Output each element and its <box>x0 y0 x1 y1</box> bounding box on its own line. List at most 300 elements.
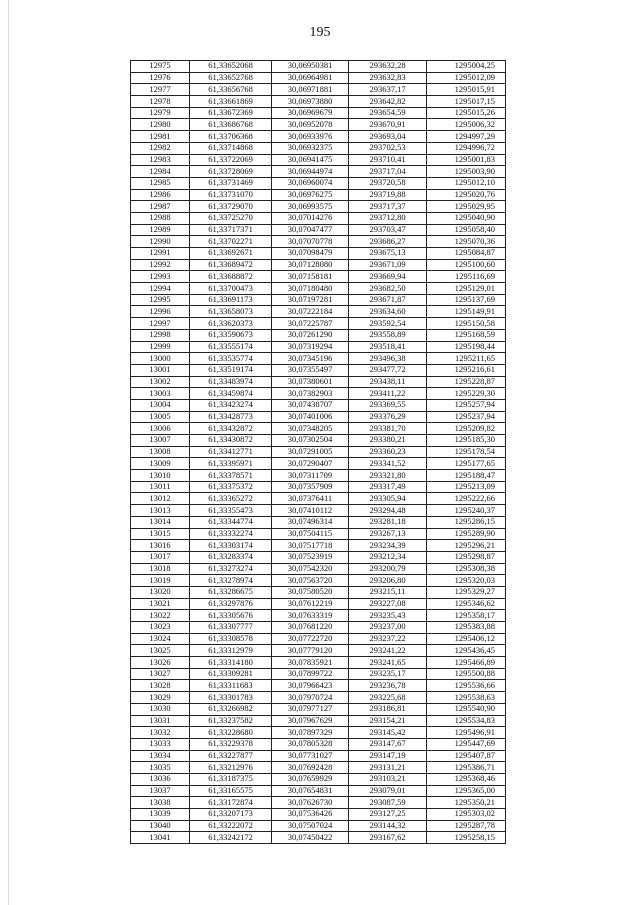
latitude-cell: 61,33242172 <box>190 832 272 844</box>
longitude-cell: 30,07654831 <box>272 785 349 797</box>
y-coordinate-cell: 1295228,87 <box>427 376 506 388</box>
latitude-cell: 61,33483974 <box>190 376 272 388</box>
x-coordinate-cell: 293236,78 <box>349 680 427 692</box>
latitude-cell: 61,33432872 <box>190 423 272 435</box>
y-coordinate-cell: 1294997,29 <box>427 131 506 143</box>
longitude-cell: 30,07355497 <box>272 364 349 376</box>
latitude-cell: 61,33314180 <box>190 657 272 669</box>
y-coordinate-cell: 1295308,38 <box>427 563 506 575</box>
y-coordinate-cell: 1295298,87 <box>427 551 506 563</box>
point-number-cell: 13025 <box>131 645 190 657</box>
latitude-cell: 61,33266982 <box>190 703 272 715</box>
x-coordinate-cell: 293686,27 <box>349 236 427 248</box>
longitude-cell: 30,07098479 <box>272 248 349 260</box>
table-row <box>131 750 506 762</box>
y-coordinate-cell: 1295257,94 <box>427 399 506 411</box>
x-coordinate-cell: 293294,48 <box>349 505 427 517</box>
y-coordinate-cell: 1295407,87 <box>427 750 506 762</box>
x-coordinate-cell: 293237,00 <box>349 622 427 634</box>
table-row <box>131 668 506 680</box>
table-row <box>131 271 506 283</box>
table-row <box>131 399 506 411</box>
longitude-cell: 30,07899722 <box>272 668 349 680</box>
x-coordinate-cell: 293131,21 <box>349 762 427 774</box>
point-number-cell: 13029 <box>131 692 190 704</box>
longitude-cell: 30,07401006 <box>272 411 349 423</box>
table-row <box>131 680 506 692</box>
x-coordinate-cell: 293712,80 <box>349 212 427 224</box>
point-number-cell: 12979 <box>131 107 190 119</box>
table-row <box>131 236 506 248</box>
x-coordinate-cell: 293717,37 <box>349 201 427 213</box>
latitude-cell: 61,33412771 <box>190 446 272 458</box>
table-row <box>131 598 506 610</box>
longitude-cell: 30,07047477 <box>272 224 349 236</box>
point-number-cell: 12996 <box>131 306 190 318</box>
x-coordinate-cell: 293167,62 <box>349 832 427 844</box>
longitude-cell: 30,06969679 <box>272 107 349 119</box>
latitude-cell: 61,33303174 <box>190 540 272 552</box>
y-coordinate-cell: 1295150,58 <box>427 318 506 330</box>
latitude-cell: 61,33430872 <box>190 435 272 447</box>
point-number-cell: 12989 <box>131 224 190 236</box>
y-coordinate-cell: 1295540,90 <box>427 703 506 715</box>
table-row <box>131 575 506 587</box>
point-number-cell: 13012 <box>131 493 190 505</box>
y-coordinate-cell: 1295216,61 <box>427 364 506 376</box>
y-coordinate-cell: 1295004,25 <box>427 61 506 73</box>
latitude-cell: 61,33672369 <box>190 107 272 119</box>
y-coordinate-cell: 1295287,78 <box>427 820 506 832</box>
point-number-cell: 12999 <box>131 341 190 353</box>
point-number-cell: 13009 <box>131 458 190 470</box>
latitude-cell: 61,33212976 <box>190 762 272 774</box>
x-coordinate-cell: 293702,53 <box>349 142 427 154</box>
x-coordinate-cell: 293186,81 <box>349 703 427 715</box>
point-number-cell: 13027 <box>131 668 190 680</box>
latitude-cell: 61,33590673 <box>190 329 272 341</box>
latitude-cell: 61,33459874 <box>190 388 272 400</box>
table-row <box>131 201 506 213</box>
y-coordinate-cell: 1295040,90 <box>427 212 506 224</box>
point-number-cell: 13024 <box>131 633 190 645</box>
table-row <box>131 703 506 715</box>
point-number-cell: 12981 <box>131 131 190 143</box>
longitude-cell: 30,07376411 <box>272 493 349 505</box>
x-coordinate-cell: 293675,13 <box>349 248 427 260</box>
point-number-cell: 12982 <box>131 142 190 154</box>
latitude-cell: 61,33395971 <box>190 458 272 470</box>
point-number-cell: 13003 <box>131 388 190 400</box>
y-coordinate-cell: 1295012,09 <box>427 72 506 84</box>
longitude-cell: 30,07897329 <box>272 727 349 739</box>
longitude-cell: 30,07523919 <box>272 551 349 563</box>
x-coordinate-cell: 293518,41 <box>349 341 427 353</box>
longitude-cell: 30,07504115 <box>272 528 349 540</box>
latitude-cell: 61,33312979 <box>190 645 272 657</box>
y-coordinate-cell: 1295536,66 <box>427 680 506 692</box>
table-row <box>131 540 506 552</box>
longitude-cell: 30,07659929 <box>272 773 349 785</box>
longitude-cell: 30,07319294 <box>272 341 349 353</box>
x-coordinate-cell: 293671,87 <box>349 294 427 306</box>
y-coordinate-cell: 1295386,71 <box>427 762 506 774</box>
point-number-cell: 13002 <box>131 376 190 388</box>
latitude-cell: 61,33689472 <box>190 259 272 271</box>
x-coordinate-cell: 293632,83 <box>349 72 427 84</box>
table-row <box>131 738 506 750</box>
point-number-cell: 12976 <box>131 72 190 84</box>
table-row <box>131 610 506 622</box>
longitude-cell: 30,07348205 <box>272 423 349 435</box>
longitude-cell: 30,07633319 <box>272 610 349 622</box>
y-coordinate-cell: 1295177,65 <box>427 458 506 470</box>
y-coordinate-cell: 1295211,65 <box>427 353 506 365</box>
latitude-cell: 61,33165575 <box>190 785 272 797</box>
y-coordinate-cell: 1295198,44 <box>427 341 506 353</box>
longitude-cell: 30,07507024 <box>272 820 349 832</box>
latitude-cell: 61,33375372 <box>190 481 272 493</box>
point-number-cell: 13007 <box>131 435 190 447</box>
x-coordinate-cell: 293103,21 <box>349 773 427 785</box>
y-coordinate-cell: 1295188,47 <box>427 470 506 482</box>
page-number: 195 <box>309 25 331 40</box>
latitude-cell: 61,33311683 <box>190 680 272 692</box>
latitude-cell: 61,33365272 <box>190 493 272 505</box>
table-row <box>131 353 506 365</box>
coordinates-table-container <box>130 60 505 844</box>
y-coordinate-cell: 1295466,89 <box>427 657 506 669</box>
longitude-cell: 30,07291005 <box>272 446 349 458</box>
longitude-cell: 30,06952078 <box>272 119 349 131</box>
y-coordinate-cell: 1295447,69 <box>427 738 506 750</box>
latitude-cell: 61,33278974 <box>190 575 272 587</box>
point-number-cell: 13037 <box>131 785 190 797</box>
x-coordinate-cell: 293632,28 <box>349 61 427 73</box>
point-number-cell: 13017 <box>131 551 190 563</box>
latitude-cell: 61,33378571 <box>190 470 272 482</box>
longitude-cell: 30,06944974 <box>272 166 349 178</box>
longitude-cell: 30,07692428 <box>272 762 349 774</box>
longitude-cell: 30,07536426 <box>272 809 349 821</box>
table-row <box>131 762 506 774</box>
y-coordinate-cell: 1295003,90 <box>427 166 506 178</box>
x-coordinate-cell: 293341,52 <box>349 458 427 470</box>
point-number-cell: 13011 <box>131 481 190 493</box>
table-row <box>131 809 506 821</box>
table-row <box>131 212 506 224</box>
longitude-cell: 30,07977127 <box>272 703 349 715</box>
x-coordinate-cell: 293154,21 <box>349 715 427 727</box>
table-row <box>131 645 506 657</box>
longitude-cell: 30,07542320 <box>272 563 349 575</box>
y-coordinate-cell: 1295534,83 <box>427 715 506 727</box>
x-coordinate-cell: 293592,54 <box>349 318 427 330</box>
latitude-cell: 61,33706368 <box>190 131 272 143</box>
latitude-cell: 61,33187375 <box>190 773 272 785</box>
latitude-cell: 61,33229378 <box>190 738 272 750</box>
latitude-cell: 61,33658073 <box>190 306 272 318</box>
longitude-cell: 30,07626730 <box>272 797 349 809</box>
coordinates-table-body <box>131 61 506 844</box>
x-coordinate-cell: 293477,72 <box>349 364 427 376</box>
longitude-cell: 30,06993575 <box>272 201 349 213</box>
x-coordinate-cell: 293079,01 <box>349 785 427 797</box>
point-number-cell: 13034 <box>131 750 190 762</box>
latitude-cell: 61,33652768 <box>190 72 272 84</box>
point-number-cell: 13001 <box>131 364 190 376</box>
y-coordinate-cell: 1295020,76 <box>427 189 506 201</box>
latitude-cell: 61,33172874 <box>190 797 272 809</box>
table-row <box>131 622 506 634</box>
longitude-cell: 30,07450422 <box>272 832 349 844</box>
longitude-cell: 30,06932375 <box>272 142 349 154</box>
point-number-cell: 13036 <box>131 773 190 785</box>
x-coordinate-cell: 293145,42 <box>349 727 427 739</box>
latitude-cell: 61,33717371 <box>190 224 272 236</box>
table-row <box>131 329 506 341</box>
x-coordinate-cell: 293227,08 <box>349 598 427 610</box>
x-coordinate-cell: 293321,80 <box>349 470 427 482</box>
y-coordinate-cell: 1295149,91 <box>427 306 506 318</box>
table-row <box>131 493 506 505</box>
x-coordinate-cell: 293241,65 <box>349 657 427 669</box>
longitude-cell: 30,07128080 <box>272 259 349 271</box>
page-edge-line <box>8 0 9 905</box>
y-coordinate-cell: 1295240,37 <box>427 505 506 517</box>
y-coordinate-cell: 1295436,45 <box>427 645 506 657</box>
longitude-cell: 30,07779120 <box>272 645 349 657</box>
latitude-cell: 61,33731469 <box>190 177 272 189</box>
longitude-cell: 30,07014276 <box>272 212 349 224</box>
y-coordinate-cell: 1295015,26 <box>427 107 506 119</box>
point-number-cell: 13016 <box>131 540 190 552</box>
y-coordinate-cell: 1295368,46 <box>427 773 506 785</box>
x-coordinate-cell: 293376,29 <box>349 411 427 423</box>
y-coordinate-cell: 1295296,21 <box>427 540 506 552</box>
longitude-cell: 30,07261290 <box>272 329 349 341</box>
longitude-cell: 30,07222184 <box>272 306 349 318</box>
point-number-cell: 12997 <box>131 318 190 330</box>
y-coordinate-cell: 1294996,72 <box>427 142 506 154</box>
table-row <box>131 224 506 236</box>
table-row <box>131 832 506 844</box>
longitude-cell: 30,06971881 <box>272 84 349 96</box>
x-coordinate-cell: 293720,58 <box>349 177 427 189</box>
latitude-cell: 61,33725270 <box>190 212 272 224</box>
y-coordinate-cell: 1295070,36 <box>427 236 506 248</box>
latitude-cell: 61,33692671 <box>190 248 272 260</box>
point-number-cell: 13032 <box>131 727 190 739</box>
table-row <box>131 633 506 645</box>
longitude-cell: 30,07311709 <box>272 470 349 482</box>
x-coordinate-cell: 293225,68 <box>349 692 427 704</box>
table-row <box>131 528 506 540</box>
x-coordinate-cell: 293703,47 <box>349 224 427 236</box>
longitude-cell: 30,07197281 <box>272 294 349 306</box>
x-coordinate-cell: 293235,43 <box>349 610 427 622</box>
y-coordinate-cell: 1295365,00 <box>427 785 506 797</box>
longitude-cell: 30,07225787 <box>272 318 349 330</box>
table-row <box>131 306 506 318</box>
point-number-cell: 12994 <box>131 283 190 295</box>
longitude-cell: 30,07517718 <box>272 540 349 552</box>
latitude-cell: 61,33344774 <box>190 516 272 528</box>
table-row <box>131 411 506 423</box>
x-coordinate-cell: 293237,22 <box>349 633 427 645</box>
point-number-cell: 13033 <box>131 738 190 750</box>
table-row <box>131 84 506 96</box>
latitude-cell: 61,33237582 <box>190 715 272 727</box>
latitude-cell: 61,33307777 <box>190 622 272 634</box>
x-coordinate-cell: 293281,18 <box>349 516 427 528</box>
y-coordinate-cell: 1295017,15 <box>427 96 506 108</box>
y-coordinate-cell: 1295350,21 <box>427 797 506 809</box>
point-number-cell: 12978 <box>131 96 190 108</box>
point-number-cell: 13006 <box>131 423 190 435</box>
x-coordinate-cell: 293235,17 <box>349 668 427 680</box>
table-row <box>131 72 506 84</box>
table-row <box>131 516 506 528</box>
y-coordinate-cell: 1295320,03 <box>427 575 506 587</box>
latitude-cell: 61,33656768 <box>190 84 272 96</box>
point-number-cell: 12975 <box>131 61 190 73</box>
y-coordinate-cell: 1295029,95 <box>427 201 506 213</box>
y-coordinate-cell: 1295222,66 <box>427 493 506 505</box>
point-number-cell: 12988 <box>131 212 190 224</box>
table-row <box>131 586 506 598</box>
point-number-cell: 13031 <box>131 715 190 727</box>
table-row <box>131 248 506 260</box>
x-coordinate-cell: 293558,89 <box>349 329 427 341</box>
point-number-cell: 12977 <box>131 84 190 96</box>
table-row <box>131 446 506 458</box>
x-coordinate-cell: 293234,39 <box>349 540 427 552</box>
point-number-cell: 12991 <box>131 248 190 260</box>
point-number-cell: 12984 <box>131 166 190 178</box>
point-number-cell: 13026 <box>131 657 190 669</box>
x-coordinate-cell: 293710,41 <box>349 154 427 166</box>
latitude-cell: 61,33555174 <box>190 341 272 353</box>
y-coordinate-cell: 1295406,12 <box>427 633 506 645</box>
longitude-cell: 30,07496314 <box>272 516 349 528</box>
x-coordinate-cell: 293305,94 <box>349 493 427 505</box>
x-coordinate-cell: 293496,38 <box>349 353 427 365</box>
latitude-cell: 61,33309281 <box>190 668 272 680</box>
x-coordinate-cell: 293212,34 <box>349 551 427 563</box>
latitude-cell: 61,33227877 <box>190 750 272 762</box>
table-row <box>131 458 506 470</box>
point-number-cell: 13018 <box>131 563 190 575</box>
latitude-cell: 61,33297876 <box>190 598 272 610</box>
table-row <box>131 727 506 739</box>
x-coordinate-cell: 293317,49 <box>349 481 427 493</box>
y-coordinate-cell: 1295286,15 <box>427 516 506 528</box>
x-coordinate-cell: 293369,55 <box>349 399 427 411</box>
y-coordinate-cell: 1295538,63 <box>427 692 506 704</box>
latitude-cell: 61,33305676 <box>190 610 272 622</box>
x-coordinate-cell: 293637,17 <box>349 84 427 96</box>
y-coordinate-cell: 1295137,69 <box>427 294 506 306</box>
y-coordinate-cell: 1295213,09 <box>427 481 506 493</box>
latitude-cell: 61,33691173 <box>190 294 272 306</box>
table-row <box>131 388 506 400</box>
y-coordinate-cell: 1295015,91 <box>427 84 506 96</box>
y-coordinate-cell: 1295496,91 <box>427 727 506 739</box>
latitude-cell: 61,33519174 <box>190 364 272 376</box>
x-coordinate-cell: 293147,19 <box>349 750 427 762</box>
longitude-cell: 30,07612219 <box>272 598 349 610</box>
y-coordinate-cell: 1295058,40 <box>427 224 506 236</box>
y-coordinate-cell: 1295346,62 <box>427 598 506 610</box>
latitude-cell: 61,33283374 <box>190 551 272 563</box>
longitude-cell: 30,07966423 <box>272 680 349 692</box>
longitude-cell: 30,06976275 <box>272 189 349 201</box>
y-coordinate-cell: 1295168,59 <box>427 329 506 341</box>
point-number-cell: 12998 <box>131 329 190 341</box>
point-number-cell: 13010 <box>131 470 190 482</box>
longitude-cell: 30,07345196 <box>272 353 349 365</box>
longitude-cell: 30,07438707 <box>272 399 349 411</box>
table-row <box>131 177 506 189</box>
y-coordinate-cell: 1295006,32 <box>427 119 506 131</box>
longitude-cell: 30,06941475 <box>272 154 349 166</box>
point-number-cell: 13039 <box>131 809 190 821</box>
point-number-cell: 13015 <box>131 528 190 540</box>
y-coordinate-cell: 1295178,54 <box>427 446 506 458</box>
coordinates-table <box>130 60 506 844</box>
x-coordinate-cell: 293719,88 <box>349 189 427 201</box>
latitude-cell: 61,33355473 <box>190 505 272 517</box>
latitude-cell: 61,33652068 <box>190 61 272 73</box>
point-number-cell: 13019 <box>131 575 190 587</box>
table-row <box>131 435 506 447</box>
x-coordinate-cell: 293411,22 <box>349 388 427 400</box>
point-number-cell: 13021 <box>131 598 190 610</box>
table-row <box>131 551 506 563</box>
longitude-cell: 30,07357909 <box>272 481 349 493</box>
table-row <box>131 61 506 73</box>
point-number-cell: 12995 <box>131 294 190 306</box>
longitude-cell: 30,07302504 <box>272 435 349 447</box>
y-coordinate-cell: 1295303,02 <box>427 809 506 821</box>
table-row <box>131 797 506 809</box>
latitude-cell: 61,33686768 <box>190 119 272 131</box>
x-coordinate-cell: 293360,23 <box>349 446 427 458</box>
latitude-cell: 61,33428773 <box>190 411 272 423</box>
x-coordinate-cell: 293381,70 <box>349 423 427 435</box>
longitude-cell: 30,07290407 <box>272 458 349 470</box>
latitude-cell: 61,33301783 <box>190 692 272 704</box>
y-coordinate-cell: 1295358,17 <box>427 610 506 622</box>
latitude-cell: 61,33620373 <box>190 318 272 330</box>
point-number-cell: 13014 <box>131 516 190 528</box>
table-row <box>131 131 506 143</box>
x-coordinate-cell: 293144,32 <box>349 820 427 832</box>
y-coordinate-cell: 1295383,88 <box>427 622 506 634</box>
longitude-cell: 30,07180480 <box>272 283 349 295</box>
latitude-cell: 61,33423274 <box>190 399 272 411</box>
longitude-cell: 30,06933976 <box>272 131 349 143</box>
x-coordinate-cell: 293642,82 <box>349 96 427 108</box>
y-coordinate-cell: 1295084,87 <box>427 248 506 260</box>
y-coordinate-cell: 1295500,88 <box>427 668 506 680</box>
latitude-cell: 61,33222072 <box>190 820 272 832</box>
y-coordinate-cell: 1295001,83 <box>427 154 506 166</box>
point-number-cell: 12990 <box>131 236 190 248</box>
table-row <box>131 318 506 330</box>
table-row <box>131 341 506 353</box>
